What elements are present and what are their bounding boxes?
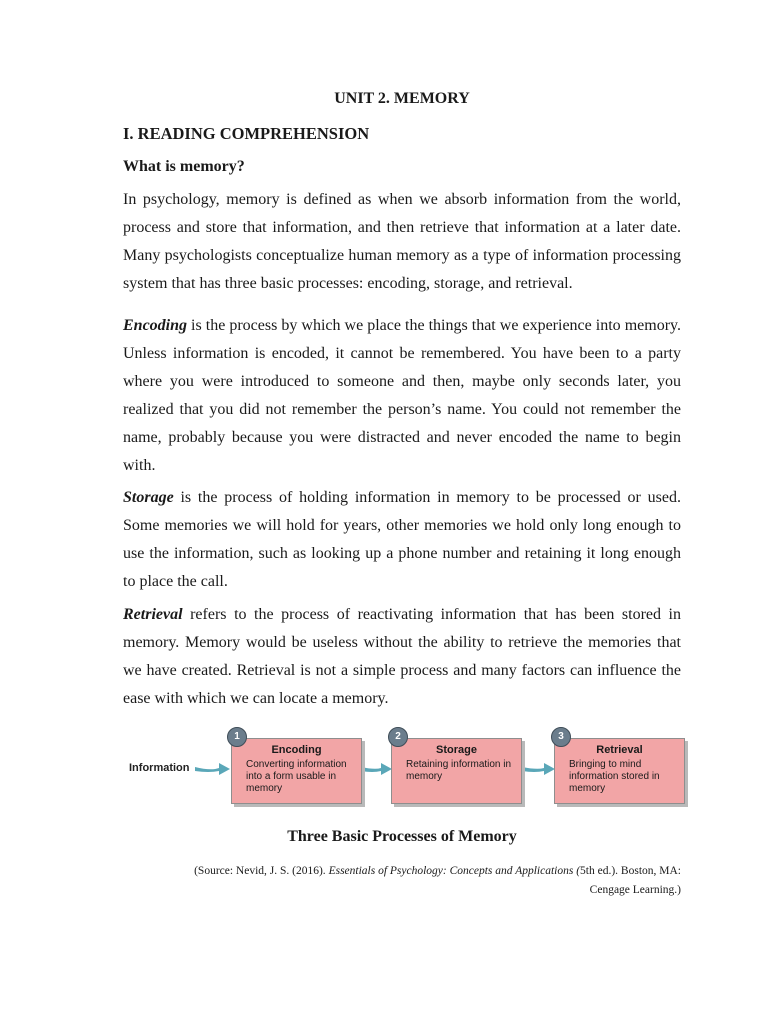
storage-paragraph <box>123 484 681 596</box>
step-title: Encoding <box>271 744 322 756</box>
retrieval-text: refers to the process of reactivating information that has been stored in memory. Memory would be useless without the ability to retrieve the memories that we have created. Retrieval is not a simple process and many factors can influence the ease with which we can locate a memory. <box>123 606 681 707</box>
encoding-term: Encoding <box>123 317 188 334</box>
step-box-retrieval <box>554 738 685 804</box>
section-title: I. READING COMPREHENSION <box>123 124 370 143</box>
question-heading: What is memory? <box>123 158 245 175</box>
source-suffix: 5th ed.). Boston, MA: <box>580 865 681 877</box>
encoding-paragraph <box>123 312 681 480</box>
encoding-text: is the process by which we place the things that we experience into memory. Unless information is encoded, it cannot be remembered. You have been to a party where you were introduced to someone and then, maybe only seconds later, you realized that you did not remember the person’s name. You could not remember the name, probably because you were distracted and never encoded the name to begin with. <box>123 317 681 474</box>
storage-term: Storage <box>123 489 174 506</box>
arrow-icon <box>195 759 231 779</box>
step-description: Retaining information in memory <box>406 759 512 782</box>
source-prefix: (Source: Nevid, J. S. (2016). <box>194 865 329 877</box>
intro-paragraph: In psychology, memory is defined as when we absorb information from the world, process and store that information, and then retrieve that information at a later date. Many psychologists conceptualize human memory as a type of information processing system that has three basic processes: encoding, storage, and retrieval. <box>123 191 681 292</box>
step-title: Retrieval <box>596 744 643 756</box>
memory-process-diagram <box>123 730 681 810</box>
storage-text: is the process of holding information in memory to be processed or used. Some memories we will hold for years, other memories we hold only long enough to use the information, such as looking up a phone number and retaining it long enough to place the call. <box>123 489 681 590</box>
step-description: Bringing to mind information stored in memory <box>569 759 660 794</box>
step-number-badge: 1 <box>227 727 247 747</box>
step-number-badge: 3 <box>551 727 571 747</box>
arrow-icon <box>522 759 556 779</box>
source-line2: Cengage Learning.) <box>589 884 681 896</box>
step-box-encoding <box>231 738 362 804</box>
retrieval-term: Retrieval <box>123 606 183 623</box>
step-box-storage <box>391 738 522 804</box>
source-citation <box>123 862 681 900</box>
arrow-icon <box>361 759 393 779</box>
diagram-input-label: Information <box>129 762 190 774</box>
retrieval-paragraph <box>123 601 681 713</box>
step-description: Converting information into a form usable in memory <box>246 759 347 794</box>
figure-caption: Three Basic Processes of Memory <box>287 828 517 845</box>
unit-title: UNIT 2. MEMORY <box>334 90 470 107</box>
step-number-badge: 2 <box>388 727 408 747</box>
step-title: Storage <box>436 744 477 756</box>
source-book-title: Essentials of Psychology: Concepts and Applications ( <box>328 865 581 877</box>
